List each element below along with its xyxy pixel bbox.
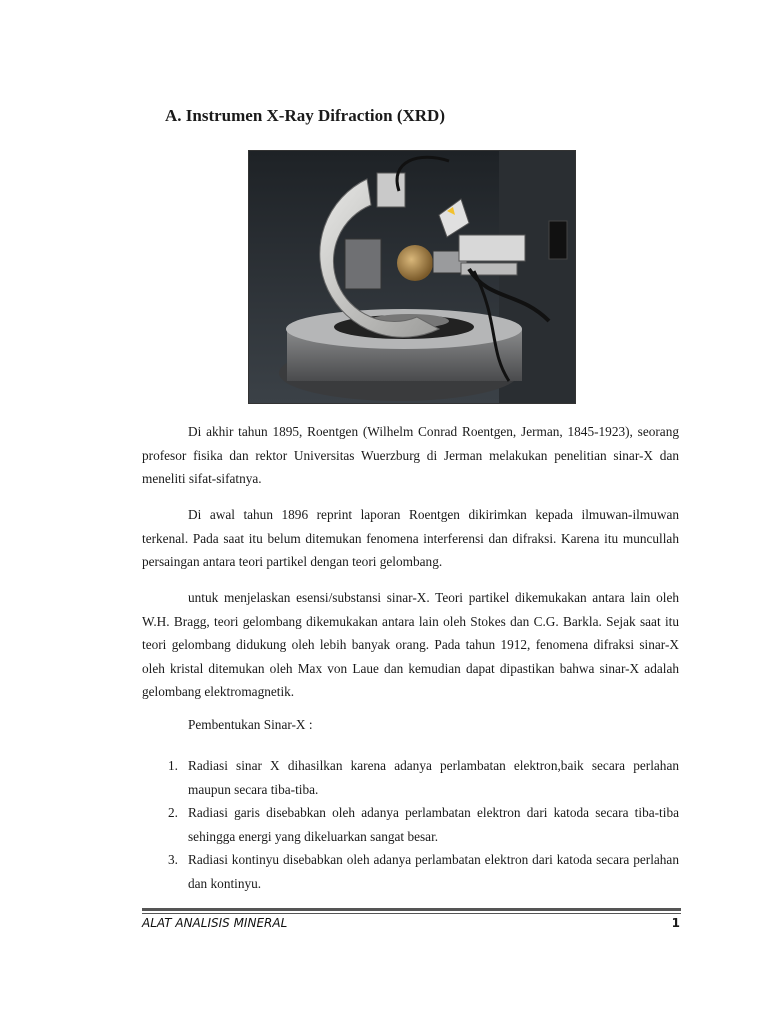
list-item-number: 2. <box>168 805 178 820</box>
paragraph-particle-wave-theory: untuk menjelaskan esensi/substansi sinar-X. Teori partikel dikemukakan antara lain oleh W.H. Bragg, teori gelombang dikemukakan antara lain oleh Stokes dan C.G. Barkla. Sejak saat itu teori gelombang didukung oleh lebih banyak orang. Pada tahun 1912, fenomena difraksi sinar-X oleh kristal ditemukan oleh Max von Laue dan kemudian dapat dipastikan bahwa sinar-X adalah gelombang elektromagnetik. <box>142 590 679 699</box>
page-number: 1 <box>671 916 680 930</box>
list-item-text: Radiasi garis disebabkan oleh adanya perlambatan elektron dari katoda secara tiba-tiba sehingga energi yang dikeluarkan sangat besar. <box>188 805 679 844</box>
list-item-text: Radiasi kontinyu disebabkan oleh adanya perlambatan elektron dari katoda secara perlahan dan kontinyu. <box>188 852 679 891</box>
list-item-number: 1. <box>168 758 178 773</box>
xray-formation-list <box>142 754 679 895</box>
list-item <box>142 848 679 895</box>
footer-title: ALAT ANALISIS MINERAL <box>142 916 288 930</box>
list-item <box>142 801 679 848</box>
paragraph-roentgen-1895: Di akhir tahun 1895, Roentgen (Wilhelm Conrad Roentgen, Jerman, 1845-1923), seorang profesor fisika dan rektor Universitas Wuerzburg di Jerman melakukan penelitian sinar-X dan meneliti sifat-sifatnya. <box>142 424 679 486</box>
list-item-text: Radiasi sinar X dihasilkan karena adanya perlambatan elektron,baik secara perlahan maupun secara tiba-tiba. <box>188 758 679 797</box>
section-heading: A. Instrumen X-Ray Difraction (XRD) <box>165 106 445 125</box>
paragraph-reprint-1896: Di awal tahun 1896 reprint laporan Roentgen dikirimkan kepada ilmuwan-ilmuwan terkenal. Pada saat itu belum ditemukan fenomena interferensi dan difraksi. Karena itu muncullah persaingan antara teori partikel dengan teori gelombang. <box>142 507 679 569</box>
xrd-instrument-photo <box>248 150 576 404</box>
footer-divider <box>142 908 681 914</box>
list-item-number: 3. <box>168 852 178 867</box>
paragraph-pembentukan-label: Pembentukan Sinar-X : <box>188 717 313 732</box>
list-item <box>142 754 679 801</box>
